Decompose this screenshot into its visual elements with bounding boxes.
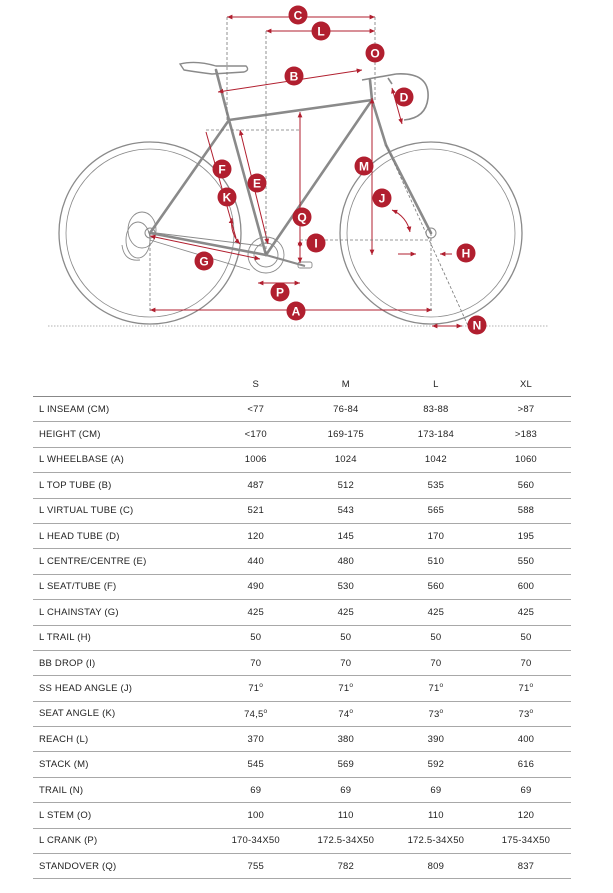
table-cell: 588 — [481, 498, 571, 523]
table-cell: 487 — [211, 473, 301, 498]
row-label: L TOP TUBE (B) — [33, 473, 211, 498]
row-label: REACH (L) — [33, 727, 211, 752]
table-cell: 71$^o$ — [391, 676, 481, 701]
row-label: L CRANK (P) — [33, 828, 211, 853]
badge-g — [195, 252, 214, 271]
row-label: L TRAIL (H) — [33, 625, 211, 650]
table-cell: 120 — [211, 523, 301, 548]
table-cell: 545 — [211, 752, 301, 777]
table-row — [33, 727, 571, 752]
table-row — [33, 574, 571, 599]
table-cell: 172.5-34X50 — [391, 828, 481, 853]
badge-b-label: B — [289, 69, 299, 84]
row-label: L STEM (O) — [33, 803, 211, 828]
table-cell: 175-34X50 — [481, 828, 571, 853]
table-cell: 425 — [301, 600, 391, 625]
table-cell: 83-88 — [391, 397, 481, 422]
column-header: S — [211, 372, 301, 397]
table-cell: 69 — [211, 777, 301, 802]
table-cell: 530 — [301, 574, 391, 599]
table-row — [33, 828, 571, 853]
table-cell: 71$^o$ — [481, 676, 571, 701]
table-cell: >87 — [481, 397, 571, 422]
badge-h-label: H — [461, 246, 471, 261]
row-label: L SEAT/TUBE (F) — [33, 574, 211, 599]
badge-i-label: I — [314, 236, 318, 251]
badge-j — [373, 189, 392, 208]
row-label: HEIGHT (CM) — [33, 422, 211, 447]
table-cell: 170 — [391, 523, 481, 548]
reference-lines — [150, 17, 470, 330]
table-cell: 76-84 — [301, 397, 391, 422]
badge-a — [287, 302, 306, 321]
table-cell: 74$^o$ — [301, 701, 391, 726]
table-cell: 110 — [301, 803, 391, 828]
badge-k-label: K — [222, 190, 232, 205]
table-row — [33, 752, 571, 777]
row-label: L CHAINSTAY (G) — [33, 600, 211, 625]
table-cell: 560 — [391, 574, 481, 599]
badge-n-label: N — [472, 318, 482, 333]
table-cell: 425 — [391, 600, 481, 625]
table-cell: 543 — [301, 498, 391, 523]
table-cell: 600 — [481, 574, 571, 599]
row-label: L WHEELBASE (A) — [33, 447, 211, 472]
table-cell: 70 — [301, 650, 391, 675]
row-label: L INSEAM (CM) — [33, 397, 211, 422]
badge-q-label: Q — [297, 210, 307, 225]
table-cell: 73$^o$ — [391, 701, 481, 726]
table-row — [33, 498, 571, 523]
table-cell: 592 — [391, 752, 481, 777]
table-cell: 170-34X50 — [211, 828, 301, 853]
row-label: SS HEAD ANGLE (J) — [33, 676, 211, 701]
table-cell: 782 — [301, 854, 391, 879]
measurement-lines — [150, 17, 462, 326]
row-label: STACK (M) — [33, 752, 211, 777]
row-label: BB DROP (I) — [33, 650, 211, 675]
badge-p-label: P — [275, 285, 285, 300]
table-header-row — [33, 372, 571, 397]
badge-o — [366, 44, 385, 63]
table-cell: 1024 — [301, 447, 391, 472]
table-row — [33, 650, 571, 675]
table-row — [33, 854, 571, 879]
header-empty-cell — [33, 372, 211, 397]
table-cell: 1042 — [391, 447, 481, 472]
row-label: L VIRTUAL TUBE (C) — [33, 498, 211, 523]
table-cell: 172.5-34X50 — [301, 828, 391, 853]
badge-o-label: O — [370, 46, 380, 61]
table-cell: 560 — [481, 473, 571, 498]
row-label: STANDOVER (Q) — [33, 854, 211, 879]
table-row — [33, 701, 571, 726]
table-cell: 535 — [391, 473, 481, 498]
table-cell: 425 — [481, 600, 571, 625]
table-row — [33, 523, 571, 548]
table-cell: 480 — [301, 549, 391, 574]
badge-m — [355, 157, 374, 176]
badge-k — [218, 188, 237, 207]
badge-m-label: M — [359, 159, 369, 174]
badge-n — [468, 316, 487, 335]
table-cell: >183 — [481, 422, 571, 447]
table-cell: 521 — [211, 498, 301, 523]
table-cell: 70 — [211, 650, 301, 675]
table-cell: 550 — [481, 549, 571, 574]
saddle — [180, 62, 248, 74]
table-cell: 809 — [391, 854, 481, 879]
table-cell: 50 — [211, 625, 301, 650]
row-label: L HEAD TUBE (D) — [33, 523, 211, 548]
table-cell: 74,5$^o$ — [211, 701, 301, 726]
table-cell: 569 — [301, 752, 391, 777]
column-header: L — [391, 372, 481, 397]
bike-geometry-diagram — [0, 0, 613, 345]
badge-i — [307, 234, 326, 253]
table-row — [33, 600, 571, 625]
table-cell: 145 — [301, 523, 391, 548]
table-cell: 70 — [481, 650, 571, 675]
table-cell: 370 — [211, 727, 301, 752]
table-row — [33, 803, 571, 828]
table-cell: 169-175 — [301, 422, 391, 447]
table-cell: 1006 — [211, 447, 301, 472]
badge-d — [395, 88, 414, 107]
badge-b — [285, 67, 304, 86]
table-cell: 50 — [391, 625, 481, 650]
table-cell: 380 — [301, 727, 391, 752]
table-cell: 73$^o$ — [481, 701, 571, 726]
badge-c — [289, 6, 308, 25]
badge-p — [271, 283, 290, 302]
geometry-table — [33, 372, 571, 879]
table-cell: 565 — [391, 498, 481, 523]
table-cell: 70 — [391, 650, 481, 675]
table-cell: 195 — [481, 523, 571, 548]
badge-a-label: A — [291, 304, 301, 319]
table-cell: 512 — [301, 473, 391, 498]
table-cell: 100 — [211, 803, 301, 828]
badge-q — [293, 208, 312, 227]
table-row — [33, 397, 571, 422]
badge-l-label: L — [317, 24, 325, 39]
table-row — [33, 676, 571, 701]
table-body — [33, 397, 571, 879]
table-cell: 490 — [211, 574, 301, 599]
badge-f — [213, 160, 232, 179]
table-cell: 400 — [481, 727, 571, 752]
table-cell: 69 — [481, 777, 571, 802]
badge-e-label: E — [252, 176, 262, 191]
row-label: TRAIL (N) — [33, 777, 211, 802]
table-cell: 110 — [391, 803, 481, 828]
table-row — [33, 625, 571, 650]
badge-g-label: G — [199, 254, 209, 269]
bike-frame — [150, 70, 431, 255]
badge-e — [248, 174, 267, 193]
table-cell: 440 — [211, 549, 301, 574]
table-row — [33, 447, 571, 472]
table-cell: 425 — [211, 600, 301, 625]
table-cell: 69 — [391, 777, 481, 802]
table-cell: 755 — [211, 854, 301, 879]
row-label: SEAT ANGLE (K) — [33, 701, 211, 726]
table-cell: 837 — [481, 854, 571, 879]
table-cell: <77 — [211, 397, 301, 422]
table-cell: 71$^o$ — [301, 676, 391, 701]
badge-f-label: F — [218, 162, 226, 177]
drivetrain — [122, 212, 312, 273]
table-row — [33, 422, 571, 447]
table-cell: <170 — [211, 422, 301, 447]
table-cell: 50 — [301, 625, 391, 650]
table-cell: 390 — [391, 727, 481, 752]
table-cell: 173-184 — [391, 422, 481, 447]
badge-c-label: C — [293, 8, 303, 23]
column-header: M — [301, 372, 391, 397]
table-row — [33, 549, 571, 574]
table-cell: 510 — [391, 549, 481, 574]
table-cell: 1060 — [481, 447, 571, 472]
badge-j-label: J — [378, 191, 386, 206]
badge-d-label: D — [399, 90, 409, 105]
column-header: XL — [481, 372, 571, 397]
table-cell: 616 — [481, 752, 571, 777]
table-cell: 71$^o$ — [211, 676, 301, 701]
table-row — [33, 777, 571, 802]
table-cell: 69 — [301, 777, 391, 802]
row-label: L CENTRE/CENTRE (E) — [33, 549, 211, 574]
badge-l — [312, 22, 331, 41]
table-cell: 120 — [481, 803, 571, 828]
badge-h — [457, 244, 476, 263]
table-cell: 50 — [481, 625, 571, 650]
table-row — [33, 473, 571, 498]
